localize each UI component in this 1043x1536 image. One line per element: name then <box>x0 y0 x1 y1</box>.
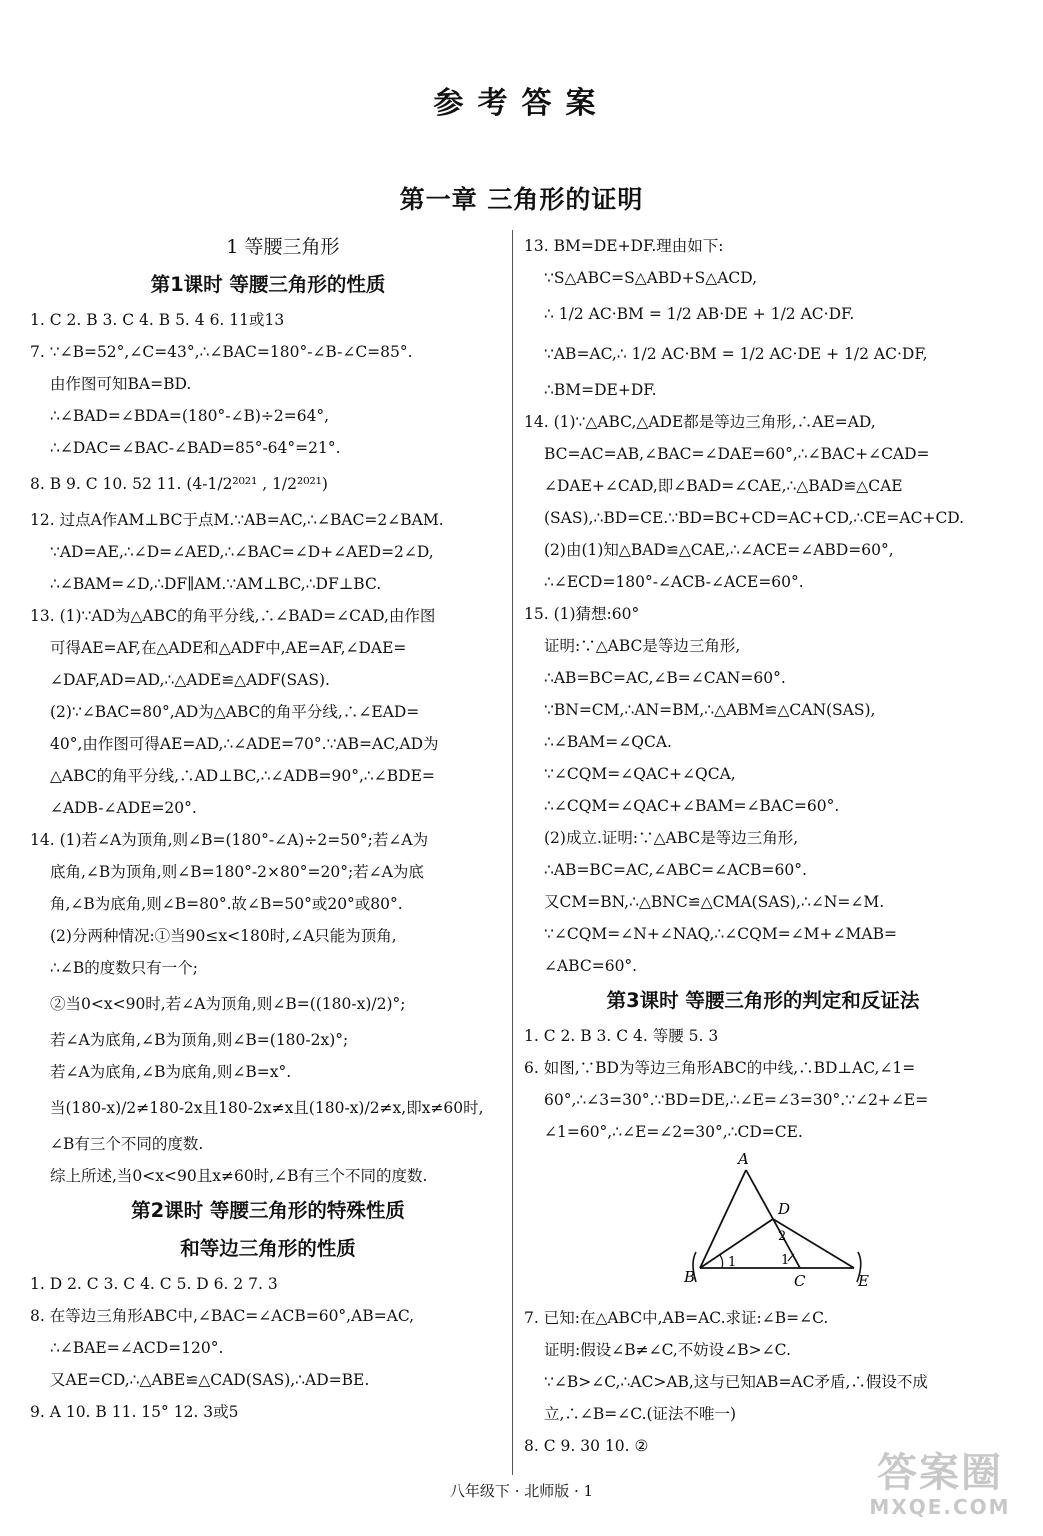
answer-line: ∠B有三个不同的度数. <box>50 1135 204 1153</box>
answer-line: ∵∠B>∠C,∴AC>AB,这与已知AB=AC矛盾,∴假设不成 <box>544 1373 928 1391</box>
answer-line: ∠ADB-∠ADE=20°. <box>50 799 197 817</box>
answer-line: ∠DAE+∠CAD,即∠BAD=∠CAE,∴△BAD≌△CAE <box>544 477 903 495</box>
answer-line: ∴BM=DE+DF. <box>544 381 657 399</box>
page-footer: 八年级下 · 北师版 · 1 <box>449 1482 594 1500</box>
answer-line: (2)成立.证明:∵△ABC是等边三角形, <box>544 829 799 847</box>
answer-line: 8. 在等边三角形ABC中,∠BAC=∠ACB=60°,AB=AC, <box>30 1307 415 1325</box>
answer-line: 证明:∵△ABC是等边三角形, <box>544 637 741 655</box>
answer-line: 14. (1)∵△ABC,△ADE都是等边三角形,∴AE=AD, <box>524 413 876 431</box>
answer-line: (2)由(1)知△BAD≌△CAE,∴∠ACE=∠ABD=60°, <box>544 541 894 559</box>
answer-line: (2)∵∠BAC=80°,AD为△ABC的角平分线,∴∠EAD= <box>50 703 420 721</box>
label-angle-1-b: 1 <box>728 1255 737 1270</box>
answer-line: 13. BM=DE+DF.理由如下: <box>524 237 724 255</box>
answer-line: 7. 已知:在△ABC中,AB=AC.求证:∠B=∠C. <box>524 1309 829 1327</box>
answer-line: ∴AB=BC=AC,∠ABC=∠ACB=60°. <box>544 861 807 879</box>
answer-line: 1. C 2. B 3. C 4. 等腰 5. 3 <box>524 1027 719 1045</box>
section-heading: 1 等腰三角形 <box>226 236 340 258</box>
watermark-url: MXQE.COM <box>869 1495 1011 1519</box>
answer-line: 13. (1)∵AD为△ABC的角平分线,∴∠BAD=∠CAD,由作图 <box>30 607 436 625</box>
answer-line: 证明:假设∠B≠∠C,不妨设∠B>∠C. <box>544 1341 791 1359</box>
answer-line: 若∠A为底角,∠B为顶角,则∠B=(180-2x)°; <box>50 1031 349 1049</box>
answer-line: 综上所述,当0<x<90且x≠60时,∠B有三个不同的度数. <box>50 1167 428 1185</box>
answer-line: 1. D 2. C 3. C 4. C 5. D 6. 2 7. 3 <box>30 1275 278 1293</box>
answer-line: 角,∠B为底角,则∠B=80°.故∠B=50°或20°或80°. <box>50 895 403 913</box>
answer-line: ∴ 1/2 AC·BM = 1/2 AB·DE + 1/2 AC·DF. <box>544 305 855 323</box>
answer-line: (SAS),∴BD=CE.∵BD=BC+CD=AC+CD,∴CE=AC+CD. <box>544 509 965 527</box>
answer-line: ∵∠CQM=∠QAC+∠QCA, <box>544 765 736 783</box>
answer-line: 8. C 9. 30 10. ② <box>524 1437 649 1455</box>
answer-line: 当(180-x)/2≠180-2x且180-2x≠x且(180-x)/2≠x,即x≠60时, <box>50 1099 484 1117</box>
answer-line: ∴∠DAC=∠BAC-∠BAD=85°-64°=21°. <box>50 439 341 457</box>
answer-line: 1. C 2. B 3. C 4. B 5. 4 6. 11或13 <box>30 311 285 329</box>
answer-line: ∴∠B的度数只有一个; <box>50 959 198 977</box>
answer-line: ∠ABC=60°. <box>544 957 638 975</box>
triangle-diagram <box>524 1148 1002 1298</box>
answer-line: ∵BN=CM,∴AN=BM,∴△ABM≌△CAN(SAS), <box>544 701 876 719</box>
answer-line: ②当0<x<90时,若∠A为顶角,则∠B=((180-x)/2)°; <box>50 995 406 1013</box>
label-e: E <box>858 1272 869 1290</box>
answer-line: 14. (1)若∠A为顶角,则∠B=(180°-∠A)÷2=50°;若∠A为 <box>30 831 429 849</box>
answer-line: ∵∠CQM=∠N+∠NAQ,∴∠CQM=∠M+∠MAB= <box>544 925 897 943</box>
answer-line: ∴∠BAD=∠BDA=(180°-∠B)÷2=64°, <box>50 407 330 425</box>
answer-line: 可得AE=AF,在△ADE和△ADF中,AE=AF,∠DAE= <box>50 639 407 657</box>
watermark-logo <box>850 1450 1030 1530</box>
answer-line: 底角,∠B为顶角,则∠B=180°-2×80°=20°;若∠A为底 <box>50 863 424 881</box>
label-b: B <box>684 1268 696 1286</box>
lesson-heading: 和等边三角形的性质 <box>180 1237 356 1260</box>
label-angle-1-c: 1 <box>781 1253 790 1268</box>
answer-line: ∴∠BAM=∠D,∴DF∥AM.∵AM⊥BC,∴DF⊥BC. <box>50 575 382 593</box>
answer-line: ∴∠BAE=∠ACD=120°. <box>50 1339 224 1357</box>
label-d: D <box>778 1200 791 1218</box>
answer-line: 12. 过点A作AM⊥BC于点M.∵AB=AC,∴∠BAC=2∠BAM. <box>30 511 444 529</box>
answer-line: ∵AD=AE,∴∠D=∠AED,∴∠BAC=∠D+∠AED=2∠D, <box>50 543 434 561</box>
answer-line: 6. 如图,∵BD为等边三角形ABC的中线,∴BD⊥AC,∠1= <box>524 1059 916 1077</box>
left-column <box>30 228 506 1428</box>
answer-line: ∴∠ECD=180°-∠ACB-∠ACE=60°. <box>544 573 804 591</box>
chapter-title: 第一章 三角形的证明 <box>399 185 644 214</box>
watermark-text: 答案圈 <box>877 1450 1003 1496</box>
answer-line: (2)分两种情况:①当90≤x<180时,∠A只能为顶角, <box>50 927 397 945</box>
answer-line: 60°,∴∠3=30°.∵BD=DE,∴∠E=∠3=30°.∵∠2+∠E= <box>544 1091 929 1109</box>
answer-line: ∠DAF,AD=AD,∴△ADE≌△ADF(SAS). <box>50 671 330 689</box>
label-c: C <box>794 1272 806 1290</box>
label-angle-2: 2 <box>778 1229 787 1244</box>
answer-line: 8. B 9. C 10. 52 11. (4-1/2²⁰²¹ , 1/2²⁰²¹) <box>30 475 328 493</box>
answer-line: ∴AB=BC=AC,∠B=∠CAN=60°. <box>544 669 786 687</box>
answer-line: BC=AC=AB,∠BAC=∠DAE=60°,∴∠BAC+∠CAD= <box>544 445 930 463</box>
answer-line: 又CM=BN,∴△BNC≌△CMA(SAS),∴∠N=∠M. <box>544 893 885 911</box>
answer-line: 40°,由作图可得AE=AD,∴∠ADE=70°.∵AB=AC,AD为 <box>50 735 439 753</box>
answer-line: 又AE=CD,∴△ABE≌△CAD(SAS),∴AD=BE. <box>50 1371 370 1389</box>
answer-line: 若∠A为底角,∠B为底角,则∠B=x°. <box>50 1063 292 1081</box>
right-column <box>524 230 1002 1462</box>
answer-line: 立,∴∠B=∠C.(证法不唯一) <box>544 1405 737 1423</box>
answer-line: 由作图可知BA=BD. <box>50 375 192 393</box>
answer-line: ∴∠BAM=∠QCA. <box>544 733 672 751</box>
answer-line: 9. A 10. B 11. 15° 12. 3或5 <box>30 1403 239 1421</box>
answer-line: ∠1=60°,∴∠E=∠2=30°,∴CD=CE. <box>544 1123 803 1141</box>
answer-line: ∴∠CQM=∠QAC+∠BAM=∠BAC=60°. <box>544 797 840 815</box>
answer-line: △ABC的角平分线,∴AD⊥BC,∴∠ADB=90°,∴∠BDE= <box>50 767 435 785</box>
lesson-heading: 第2课时 等腰三角形的特殊性质 <box>131 1199 405 1222</box>
answer-line: 15. (1)猜想:60° <box>524 605 640 623</box>
answer-line: ∵AB=AC,∴ 1/2 AC·BM = 1/2 AC·DE + 1/2 AC·DF, <box>544 345 928 363</box>
lesson-heading: 第1课时 等腰三角形的性质 <box>150 273 386 296</box>
column-divider <box>512 230 513 1475</box>
lesson-heading: 第3课时 等腰三角形的判定和反证法 <box>606 989 920 1012</box>
angle-arc-1-b <box>720 1255 723 1268</box>
page-title: 参考答案 <box>433 86 610 121</box>
label-a: A <box>738 1150 749 1168</box>
answer-line: 7. ∵∠B=52°,∠C=43°,∴∠BAC=180°-∠B-∠C=85°. <box>30 343 413 361</box>
answer-line: ∵S△ABC=S△ABD+S△ACD, <box>544 269 758 287</box>
